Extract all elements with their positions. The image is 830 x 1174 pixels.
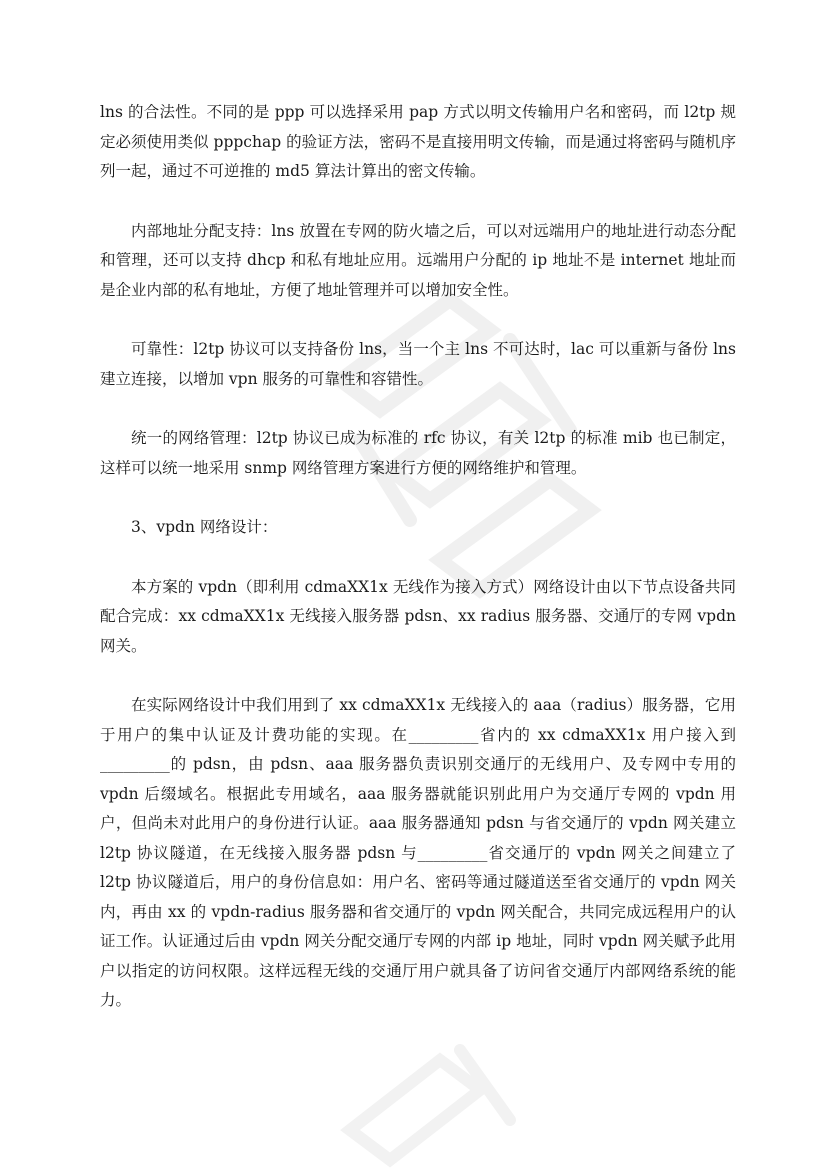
paragraph-reliability: 可靠性：l2tp 协议可以支持备份 lns，当一个主 lns 不可达时，lac 可以重新与备份 lns 建立连接，以增加 vpn 服务的可靠性和容错性。 xyxy=(100,340,736,388)
section-heading-vpdn-design: 3、vpdn 网络设计： xyxy=(131,518,278,536)
paragraph-vpdn-nodes: 本方案的 vpdn（即利用 cdmaXX1x 无线作为接入方式）网络设计由以下节点设备共同配合完成：xx cdmaXX1x 无线接入服务器 pdsn、xx radius 服务器、交通厅的专网 vpdn 网关。 xyxy=(100,577,736,655)
document-body xyxy=(100,98,736,1046)
paragraph-internal-address: 内部地址分配支持：lns 放置在专网的防火墙之后，可以对远端用户的地址进行动态分配和管理，还可以支持 dhcp 和私有地址应用。远端用户分配的 ip 地址不是 internet 地址而是企业内部的私有地址，方便了地址管理并可以增加安全性。 xyxy=(100,221,736,299)
paragraph-network-design-detail: 在实际网络设计中我们用到了 xx cdmaXX1x 无线接入的 aaa（radius）服务器，它用于用户的集中认证及计费功能的实现。在_________省内的 xx cdmaXX1x 用户接入到_________的 pdsn，由 pdsn、aaa 服务器负责识别交通厅的无线用户、及专网中专用的 vpdn 后缀域名。根据此专用域名，aaa 服务器就能识别此用户为交通厅专网的 vpdn 用户，但尚未对此用户的身份进行认证。aaa 服务器通知 pdsn 与省交通厅的 vpdn 网关建立 l2tp 协议隧道，在无线接入服务器 pdsn 与_________省交通厅的 vpdn 网关之间建立了 l2tp 协议隧道后，用户的身份信息如：用户名、密码等通过隧道送至省交通厅的 vpdn 网关内，再由 xx 的 vpdn-radius 服务器和省交通厅的 vpdn 网关配合，共同完成远程用户的认证工作。认证通过后由 vpdn 网关分配交通厅专网的内部 ip 地址，同时 vpdn 网关赋予此用户以指定的访问权限。这样远程无线的交通厅用户就具备了访问省交通厅内部网络系统的能力。 xyxy=(100,696,736,1009)
paragraph-unified-management: 统一的网络管理：l2tp 协议已成为标准的 rfc 协议，有关 l2tp 的标准 mib 也已制定，这样可以统一地采用 snmp 网络管理方案进行方便的网络维护和管理。 xyxy=(100,429,736,477)
paragraph-security-auth: lns 的合法性。不同的是 ppp 可以选择采用 pap 方式以明文传输用户名和密码，而 l2tp 规定必须使用类似 pppchap 的验证方法，密码不是直接用明文传输，而是通过将密码与随机序列一起，通过不可逆推的 md5 算法计算出的密文传输。 xyxy=(100,103,736,180)
